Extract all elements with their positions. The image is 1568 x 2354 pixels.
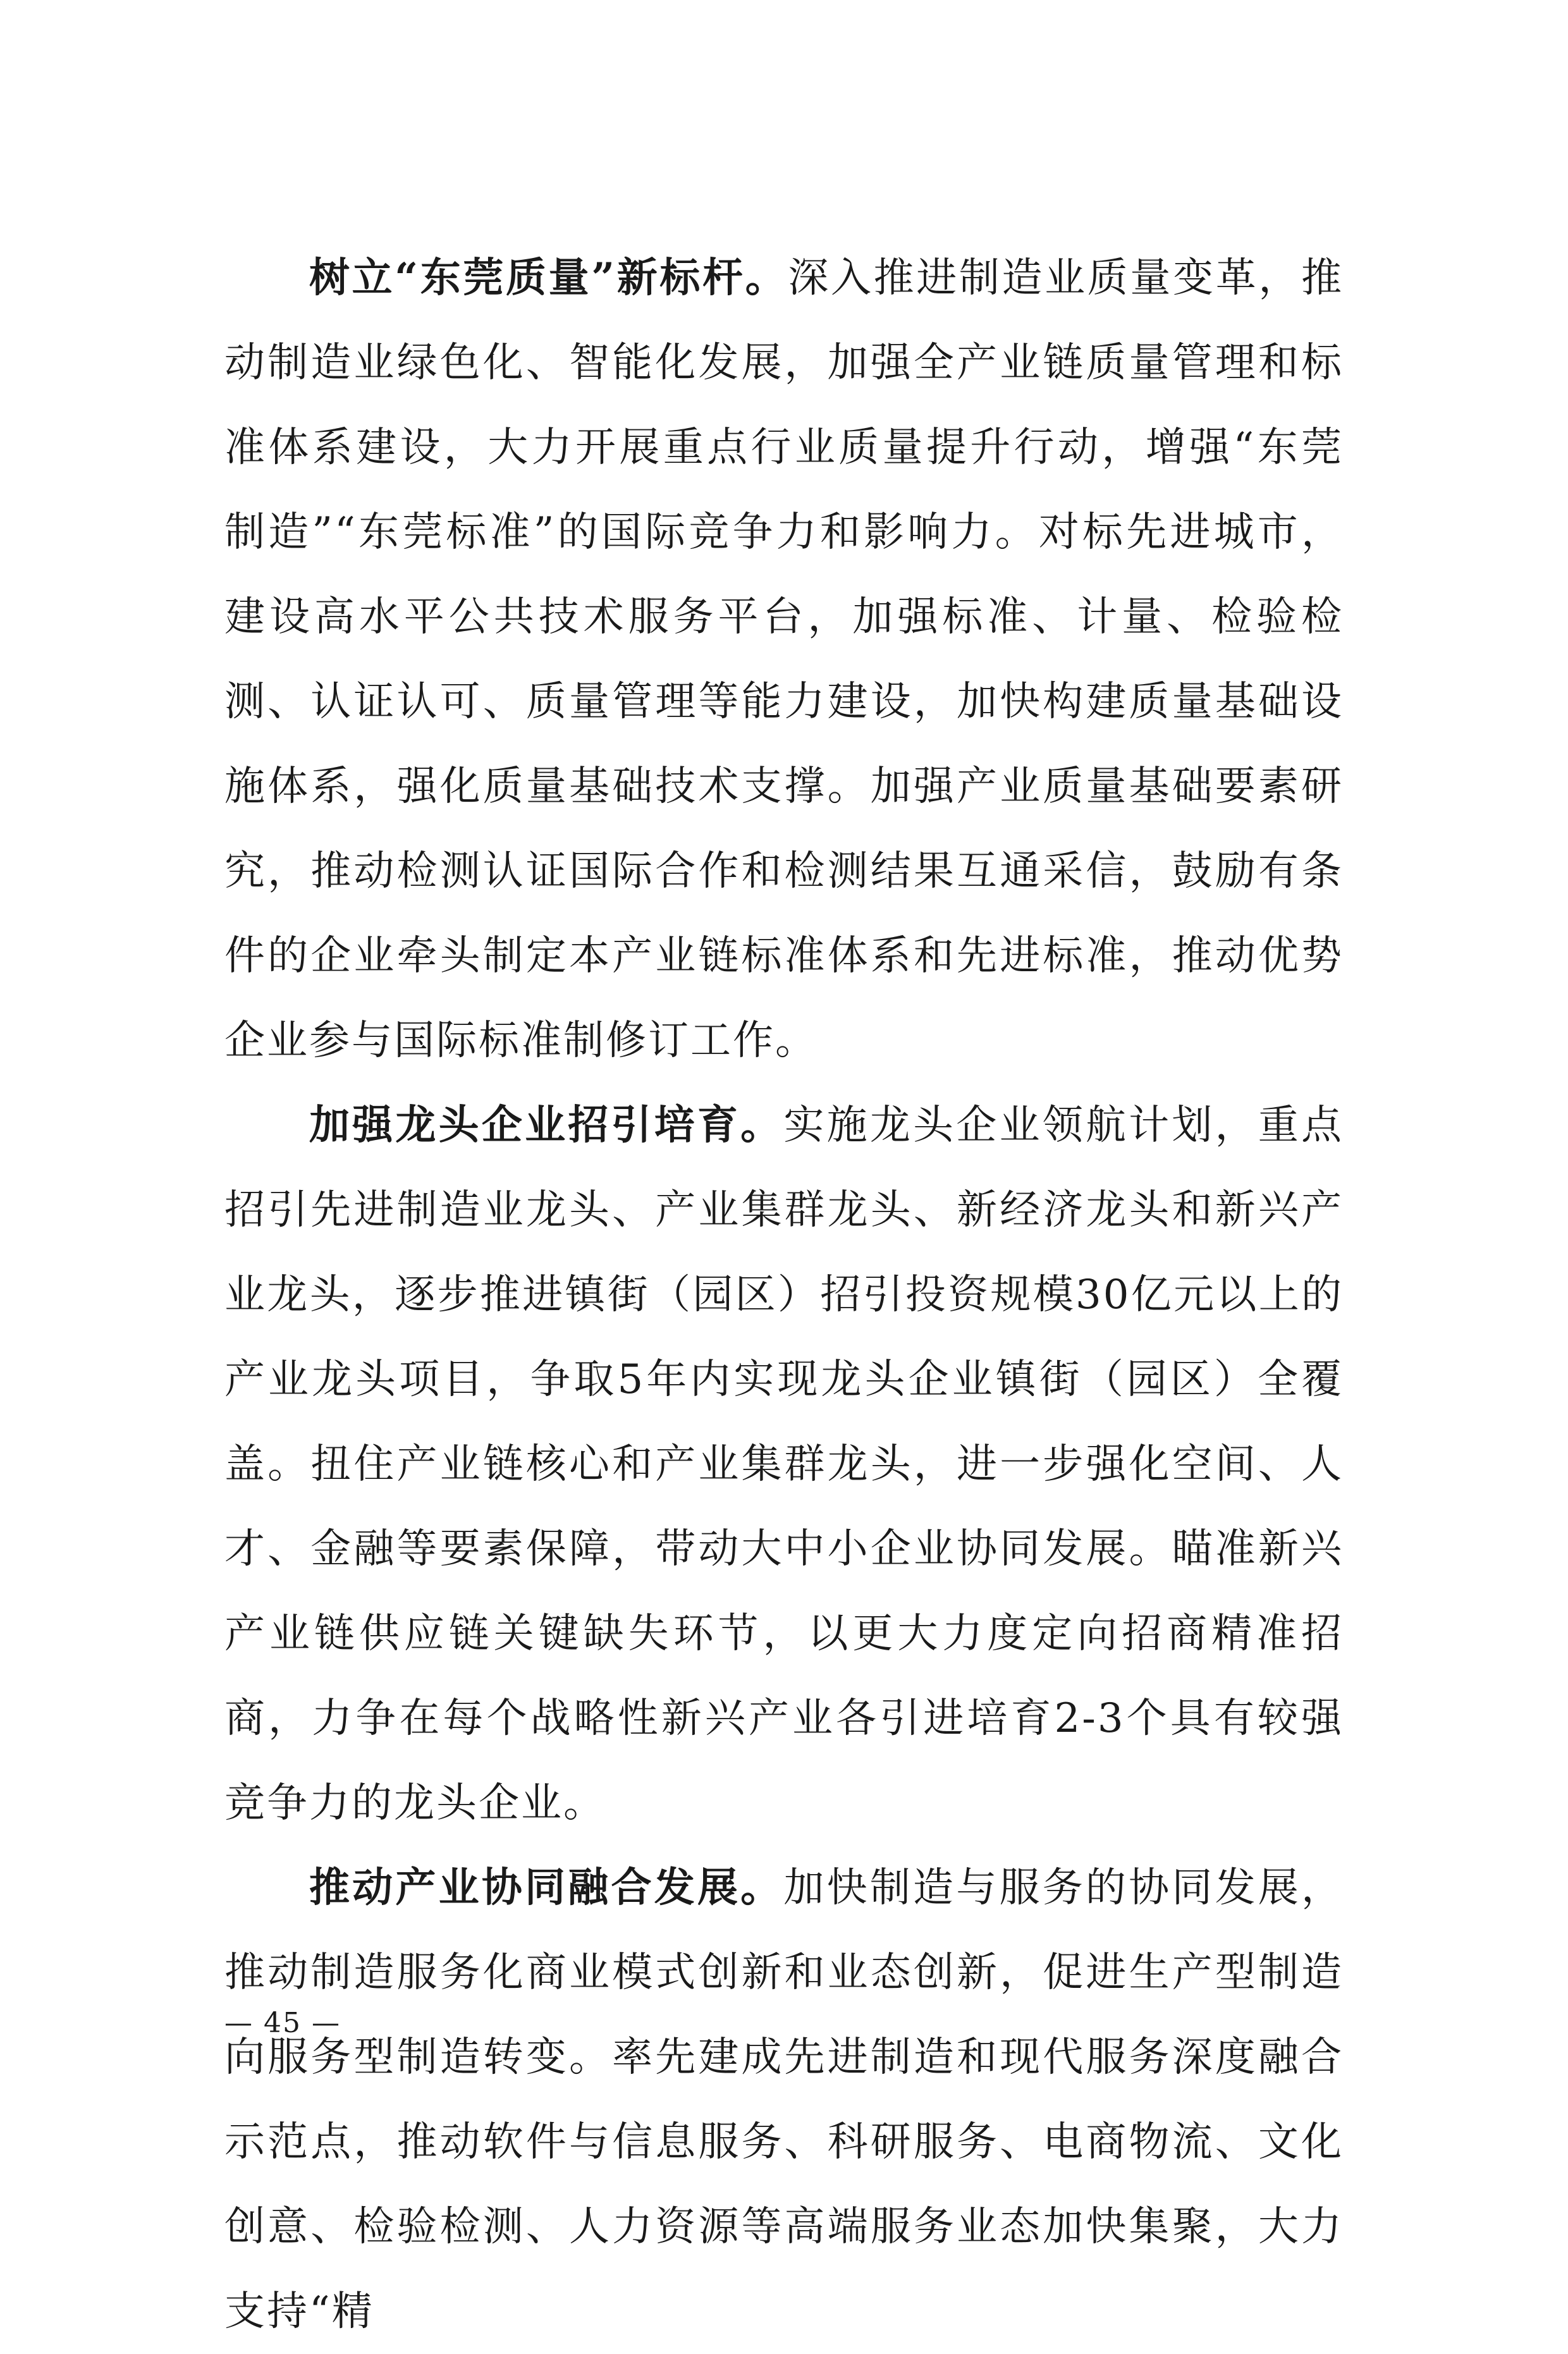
paragraph-leading-enterprises bbox=[224, 1083, 1344, 1846]
paragraph-quality-benchmark bbox=[224, 236, 1344, 1083]
paragraph-text: 深入推进制造业质量变革，推动制造业绿色化、智能化发展，加强全产业链质量管理和标准体系建设，大力开展重点行业质量提升行动，增强“东莞制造”“东莞标准”的国际竞争力和影响力。对标先进城市，建设高水平公共技术服务平台，加强标准、计量、检验检测、认证认可、质量管理等能力建设，加快构建质量基础设施体系，强化质量基础技术支撑。加强产业质量基础要素研究，推动检测认证国际合作和检测结果互通采信，鼓励有条件的企业牵头制定本产业链标准体系和先进标准，推动优势企业参与国际标准制修订工作。 bbox=[224, 255, 1344, 1064]
paragraph-text: 加快制造与服务的协同发展，推动制造服务化商业模式创新和业态创新，促进生产型制造向服务型制造转变。率先建成先进制造和现代服务深度融合示范点，推动软件与信息服务、科研服务、电商物流、文化创意、检验检测、人力资源等高端服务业态加快集聚，大力支持“精 bbox=[224, 1865, 1344, 2335]
paragraph-text: 实施龙头企业领航计划，重点招引先进制造业龙头、产业集群龙头、新经济龙头和新兴产业龙头，逐步推进镇街（园区）招引投资规模30亿元以上的产业龙头项目，争取5年内实现龙头企业镇街（园区）全覆盖。扭住产业链核心和产业集群龙头，进一步强化空间、人才、金融等要素保障，带动大中小企业协同发展。瞄准新兴产业链供应链关键缺失环节，以更大力度定向招商精准招商，力争在每个战略性新兴产业各引进培育2-3个具有较强竞争力的龙头企业。 bbox=[224, 1102, 1344, 1827]
paragraph-heading: 推动产业协同融合发展。 bbox=[309, 1864, 784, 1911]
paragraph-heading: 加强龙头企业招引培育。 bbox=[309, 1101, 784, 1149]
paragraph-industry-integration bbox=[224, 1846, 1344, 2354]
paragraph-heading: 树立“东莞质量”新标杆。 bbox=[309, 254, 788, 302]
document-body bbox=[224, 236, 1344, 2354]
page-number: — 45 — bbox=[224, 2007, 341, 2039]
